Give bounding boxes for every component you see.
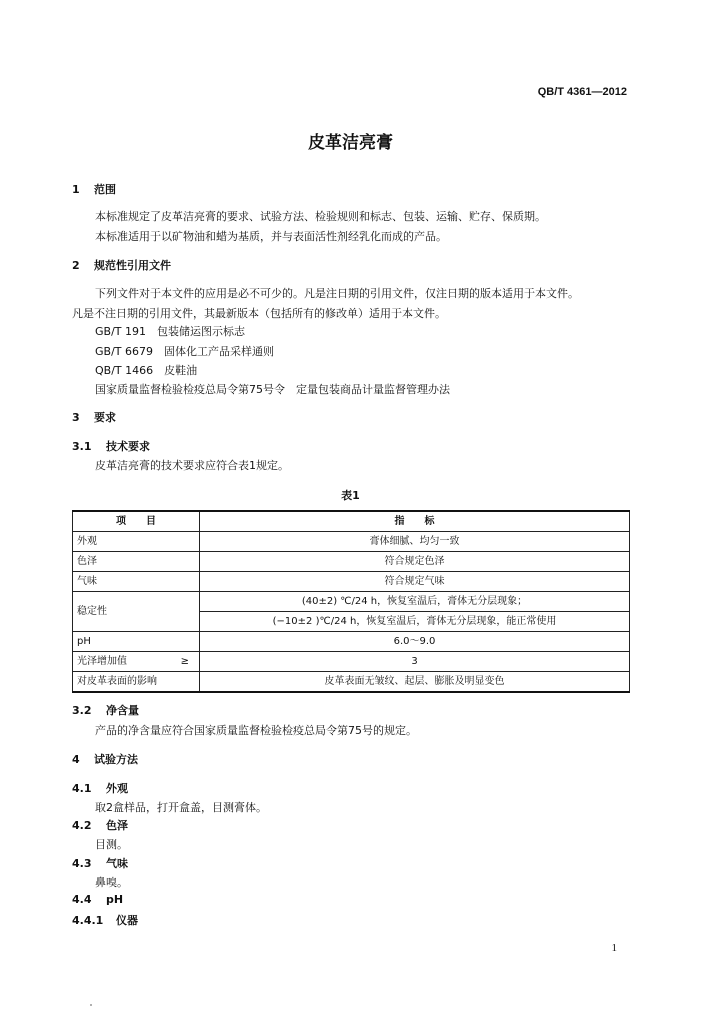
subsection-title: 外观 [106, 782, 128, 795]
row-item: 稳定性 [73, 592, 200, 632]
reference-name: 包装储运图示标志 [157, 325, 245, 338]
section-number: 2 [72, 259, 80, 272]
subsection-4-1-paragraph: 取2盒样品，打开盒盖，目测膏体。 [95, 801, 267, 814]
subsection-3-1-heading [72, 438, 150, 454]
subsection-number: 4.2 [72, 819, 92, 832]
reference-item [95, 323, 245, 339]
row-item-label: 光泽增加值 [77, 656, 127, 667]
section-number: 1 [72, 183, 80, 196]
section-number: 3 [72, 411, 80, 424]
subsection-number: 4.4 [72, 893, 92, 906]
row-value: (−10±2 )℃/24 h，恢复室温后，膏体无分层现象，能正常使用 [200, 612, 630, 632]
row-item: 对皮革表面的影响 [73, 672, 200, 693]
subsection-number: 4.4.1 [72, 914, 104, 927]
subsection-title: 净含量 [106, 704, 139, 717]
row-item [73, 652, 200, 672]
row-item: pH [73, 632, 200, 652]
section-title: 规范性引用文件 [94, 259, 171, 272]
section-number: 4 [72, 753, 80, 766]
subsection-number: 3.2 [72, 704, 92, 717]
table-row [73, 572, 630, 592]
row-value: 3 [200, 652, 630, 672]
reference-code: GB/T 6679 [95, 345, 153, 358]
document-title: 皮革洁亮膏 [308, 133, 393, 153]
section-4-heading [72, 751, 138, 767]
table-row [73, 552, 630, 572]
gte-symbol: ≥ [180, 656, 189, 667]
reference-item [95, 362, 197, 378]
row-value: 符合规定气味 [200, 572, 630, 592]
table-caption: 表1 [341, 489, 360, 502]
subsection-number: 4.1 [72, 782, 92, 795]
subsection-4-1-heading [72, 780, 128, 796]
section-1-heading [72, 181, 116, 197]
subsection-title: 色泽 [106, 819, 128, 832]
reference-name: 皮鞋油 [164, 364, 198, 377]
table-row [73, 672, 630, 693]
row-value: 皮革表面无皱纹、起层、膨胀及明显变色 [200, 672, 630, 693]
subsection-title: pH [106, 893, 124, 906]
requirements-table [72, 510, 630, 693]
section-1-paragraph-1: 本标准规定了皮革洁亮膏的要求、试验方法、检验规则和标志、包装、运输、贮存、保质期。 [95, 210, 546, 223]
row-item: 气味 [73, 572, 200, 592]
row-value: 膏体细腻、均匀一致 [200, 532, 630, 552]
subsection-title: 气味 [106, 857, 128, 870]
row-item: 色泽 [73, 552, 200, 572]
subsection-3-2-paragraph: 产品的净含量应符合国家质量监督检验检疫总局令第75号的规定。 [95, 724, 417, 737]
reference-name: 固体化工产品采样通则 [164, 345, 274, 358]
subsection-title: 技术要求 [106, 440, 150, 453]
row-item: 外观 [73, 532, 200, 552]
subsection-4-2-heading [72, 817, 128, 833]
row-value: 6.0～9.0 [200, 632, 630, 652]
section-title: 要求 [94, 411, 116, 424]
reference-item [95, 381, 450, 397]
table-row [73, 632, 630, 652]
reference-code: 国家质量监督检验检疫总局令第75号令 [95, 383, 285, 396]
reference-code: QB/T 1466 [95, 364, 154, 377]
subsection-4-2-paragraph: 目测。 [95, 838, 128, 851]
subsection-4-4-heading [72, 893, 123, 906]
standard-code: QB/T 4361—2012 [537, 86, 627, 98]
table-row [73, 652, 630, 672]
scan-speck [90, 1004, 92, 1006]
section-1-paragraph-2: 本标准适用于以矿物油和蜡为基质，并与表面活性剂经乳化而成的产品。 [95, 230, 447, 243]
section-2-paragraph-line-1: 下列文件对于本文件的应用是必不可少的。凡是注日期的引用文件，仅注日期的版本适用于本文件。 [95, 287, 579, 300]
subsection-4-4-1-heading [72, 912, 138, 928]
subsection-number: 3.1 [72, 440, 92, 453]
row-value: 符合规定色泽 [200, 552, 630, 572]
page-number: 1 [611, 942, 617, 954]
row-value: (40±2) ℃/24 h，恢复室温后，膏体无分层现象； [200, 592, 630, 612]
reference-code: GB/T 191 [95, 325, 146, 338]
section-2-paragraph-line-2: 凡是不注日期的引用文件，其最新版本（包括所有的修改单）适用于本文件。 [72, 307, 446, 320]
section-title: 试验方法 [94, 753, 138, 766]
subsection-number: 4.3 [72, 857, 92, 870]
reference-item [95, 343, 274, 359]
table-row [73, 532, 630, 552]
table-row [73, 592, 630, 612]
section-title: 范围 [94, 183, 116, 196]
table-header-row [73, 511, 630, 532]
subsection-4-3-paragraph: 鼻嗅。 [95, 876, 128, 889]
subsection-3-1-paragraph: 皮革洁亮膏的技术要求应符合表1规定。 [95, 459, 289, 472]
subsection-3-2-heading [72, 702, 139, 718]
subsection-title: 仪器 [116, 914, 138, 927]
reference-name: 定量包装商品计量监督管理办法 [296, 383, 450, 396]
header-spec: 指 标 [200, 511, 630, 532]
section-3-heading [72, 409, 116, 425]
header-item: 项 目 [73, 511, 200, 532]
subsection-4-3-heading [72, 855, 128, 871]
section-2-heading [72, 257, 171, 273]
